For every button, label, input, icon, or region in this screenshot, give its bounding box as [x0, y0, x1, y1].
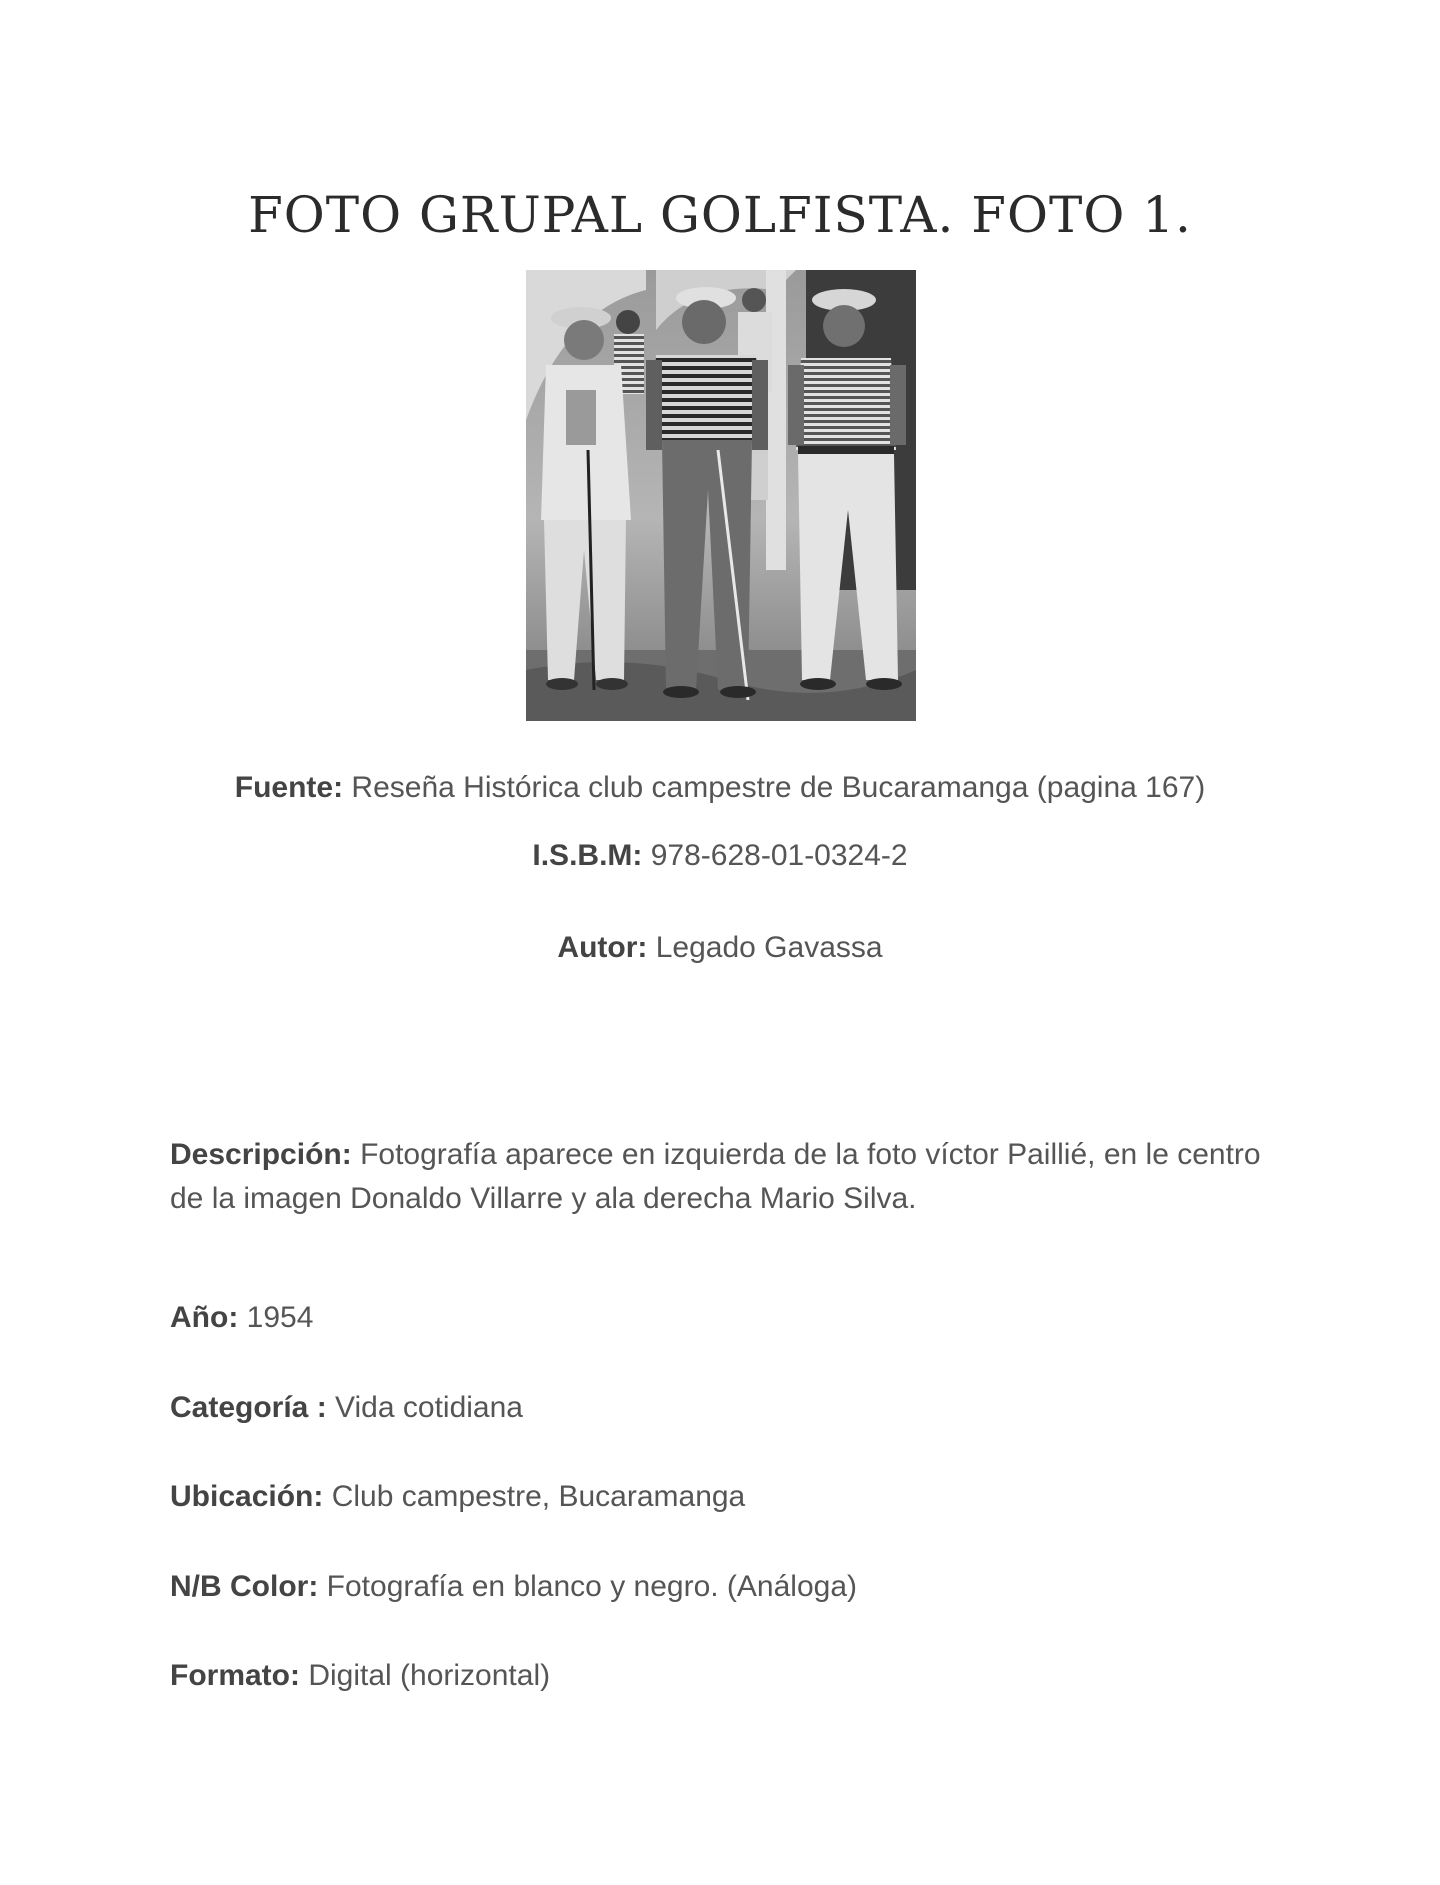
- year-label: Año:: [170, 1301, 239, 1334]
- location-label: Ubicación:: [170, 1480, 324, 1513]
- color-label: N/B Color:: [170, 1570, 319, 1603]
- isbm-line: [0, 838, 1440, 874]
- source-line: [0, 770, 1440, 806]
- format-line: [170, 1654, 1270, 1698]
- golfers-photo: [526, 270, 916, 721]
- source-value: Reseña Histórica club campestre de Bucaramanga (pagina 167): [351, 771, 1206, 804]
- category-label: Categoría :: [170, 1391, 327, 1424]
- description-line: [170, 1133, 1270, 1221]
- page-title: FOTO GRUPAL GOLFISTA. FOTO 1.: [248, 186, 1192, 244]
- golfers-photo-icon: [526, 270, 916, 721]
- year-value: 1954: [246, 1301, 314, 1334]
- location-line: [170, 1475, 1270, 1519]
- category-line: [170, 1386, 1270, 1430]
- isbm-value: 978-628-01-0324-2: [650, 839, 908, 872]
- author-value: Legado Gavassa: [655, 931, 883, 964]
- format-label: Formato:: [170, 1659, 300, 1692]
- author-line: [0, 930, 1440, 966]
- format-value: Digital (horizontal): [308, 1659, 551, 1692]
- description-label: Descripción:: [170, 1138, 352, 1171]
- color-value: Fotografía en blanco y negro. (Análoga): [326, 1570, 858, 1603]
- location-value: Club campestre, Bucaramanga: [331, 1480, 746, 1513]
- year-line: [170, 1296, 1270, 1340]
- author-label: Autor:: [557, 931, 648, 964]
- color-line: [170, 1565, 1270, 1609]
- category-value: Vida cotidiana: [335, 1391, 523, 1424]
- description-value: Fotografía aparece en izquierda de la foto víctor Paillié, en le centro de la imagen Donaldo Villarre y ala derecha Mario Silva.: [170, 1138, 1261, 1215]
- source-label: Fuente:: [234, 771, 344, 804]
- isbm-label: I.S.B.M:: [532, 839, 643, 872]
